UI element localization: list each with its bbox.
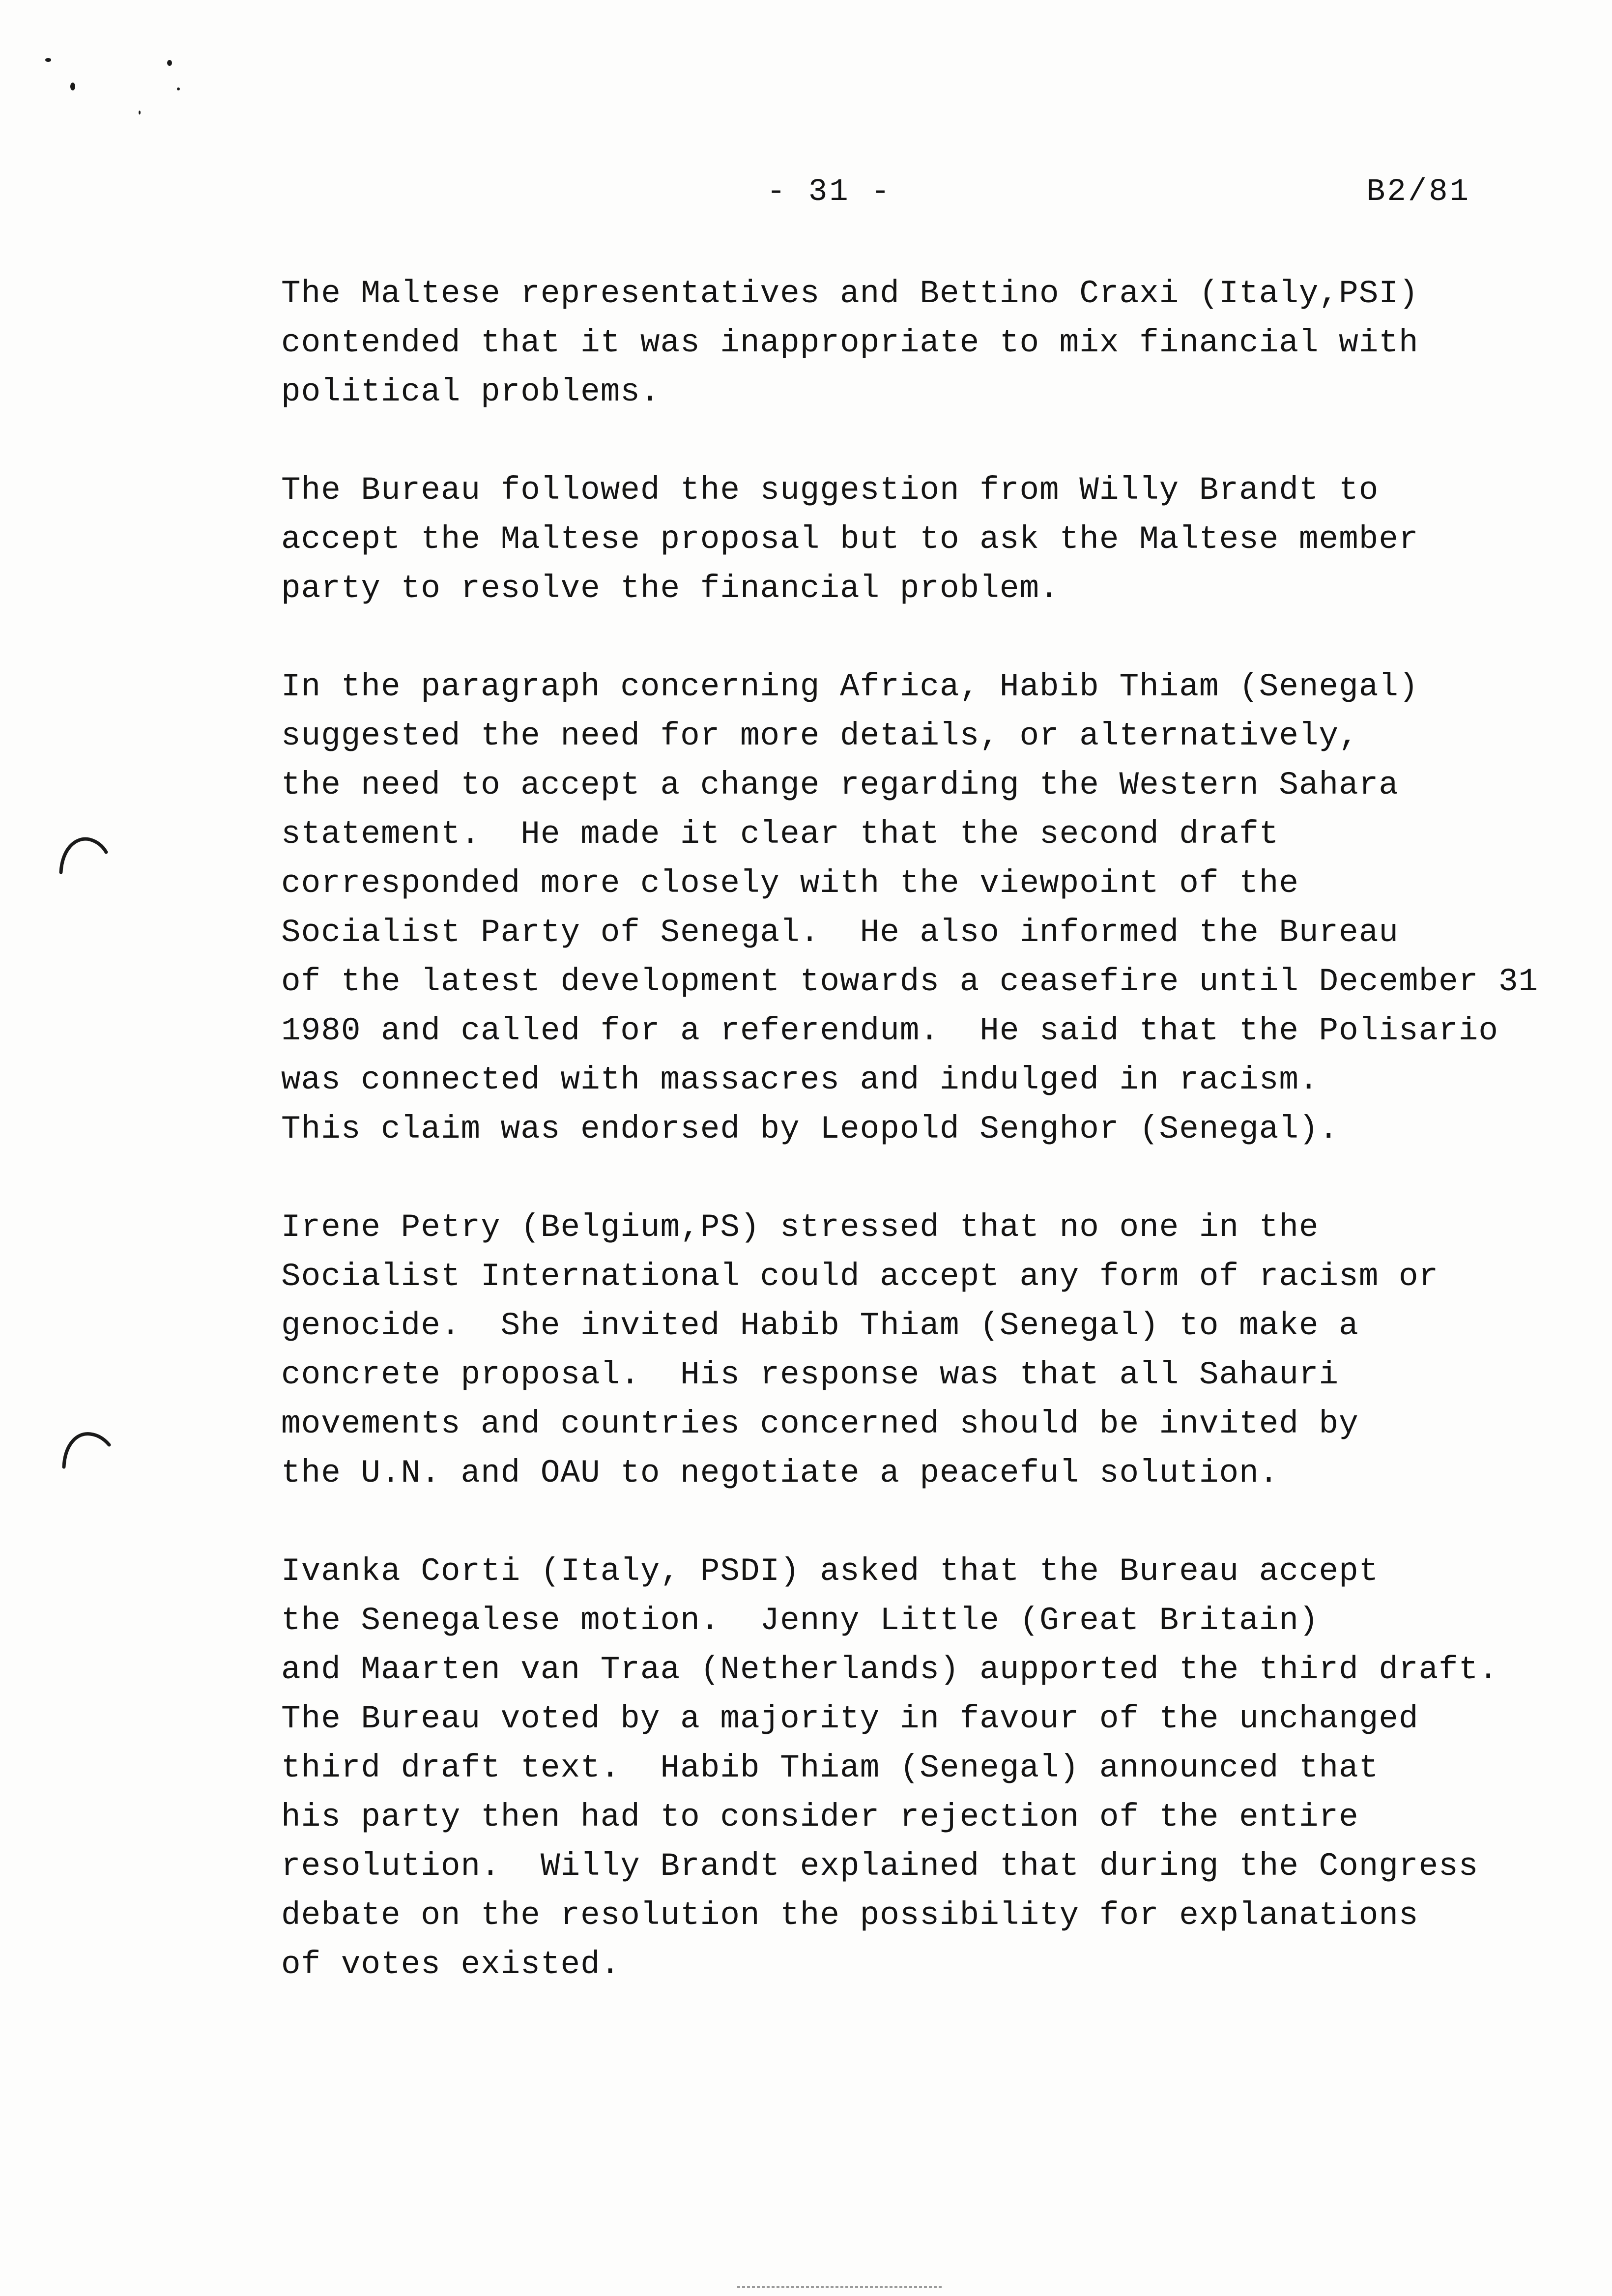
text-line: The Bureau voted by a majority in favour of the unchanged	[281, 1700, 1419, 1737]
text-line: In the paragraph concerning Africa, Habib Thiam (Senegal)	[281, 668, 1419, 705]
text-line: debate on the resolution the possibility for explanations	[281, 1897, 1419, 1934]
scan-speck	[139, 111, 141, 115]
text-line: his party then had to consider rejection of the entire	[281, 1799, 1359, 1836]
text-line: and Maarten van Traa (Netherlands) aupported the third draft.	[281, 1651, 1498, 1688]
text-line: of votes existed.	[281, 1946, 621, 1983]
text-line: the Senegalese motion. Jenny Little (Great Britain)	[281, 1602, 1319, 1639]
paragraph-petry-response	[281, 1203, 1588, 1498]
text-line: corresponded more closely with the viewpoint of the	[281, 865, 1299, 902]
paragraph-vote	[281, 1547, 1588, 1989]
text-line: Irene Petry (Belgium,PS) stressed that no one in the	[281, 1209, 1319, 1246]
text-line: party to resolve the financial problem.	[281, 570, 1060, 607]
text-line: the U.N. and OAU to negotiate a peaceful solution.	[281, 1455, 1279, 1492]
text-line: 1980 and called for a referendum. He said that the Polisario	[281, 1012, 1498, 1049]
text-line: This claim was endorsed by Leopold Senghor (Senegal).	[281, 1111, 1339, 1148]
text-line: suggested the need for more details, or alternatively,	[281, 718, 1359, 754]
scan-speck	[45, 58, 51, 62]
scan-speck	[70, 83, 75, 90]
scan-speck	[167, 60, 172, 66]
text-line: the need to accept a change regarding the Western Sahara	[281, 767, 1399, 804]
paragraph-africa-senegal	[281, 662, 1588, 1154]
bottom-edge-rule	[737, 2286, 944, 2288]
text-line: Socialist Party of Senegal. He also informed the Bureau	[281, 914, 1399, 951]
text-line: movements and countries concerned should be invited by	[281, 1406, 1359, 1442]
document-reference: B2/81	[1366, 174, 1471, 210]
text-line: resolution. Willy Brandt explained that during the Congress	[281, 1848, 1479, 1885]
text-line: statement. He made it clear that the second draft	[281, 816, 1279, 853]
text-line: genocide. She invited Habib Thiam (Senegal) to make a	[281, 1307, 1359, 1344]
text-line: contended that it was inappropriate to mix financial with	[281, 324, 1419, 361]
text-line: concrete proposal. His response was that all Sahauri	[281, 1356, 1339, 1393]
text-line: of the latest development towards a ceasefire until December 31	[281, 963, 1539, 1000]
text-line: The Maltese representatives and Bettino Craxi (Italy,PSI)	[281, 275, 1419, 312]
margin-mark-icon	[55, 831, 109, 875]
scan-speck	[177, 87, 180, 90]
text-line: The Bureau followed the suggestion from Willy Brandt to	[281, 472, 1379, 509]
text-line: Ivanka Corti (Italy, PSDI) asked that the Bureau accept	[281, 1553, 1379, 1590]
text-line: third draft text. Habib Thiam (Senegal) announced that	[281, 1750, 1379, 1786]
text-line: political problems.	[281, 373, 661, 410]
page-number: - 31 -	[767, 174, 892, 210]
text-line: Socialist International could accept any form of racism or	[281, 1258, 1439, 1295]
margin-mark-icon	[58, 1425, 112, 1469]
paragraph-bureau-decision	[281, 466, 1588, 613]
text-line: was connected with massacres and indulged in racism.	[281, 1062, 1319, 1098]
text-line: accept the Maltese proposal but to ask the Maltese member	[281, 521, 1419, 558]
paragraph-maltese-objection	[281, 269, 1588, 417]
document-body	[281, 269, 1588, 2038]
